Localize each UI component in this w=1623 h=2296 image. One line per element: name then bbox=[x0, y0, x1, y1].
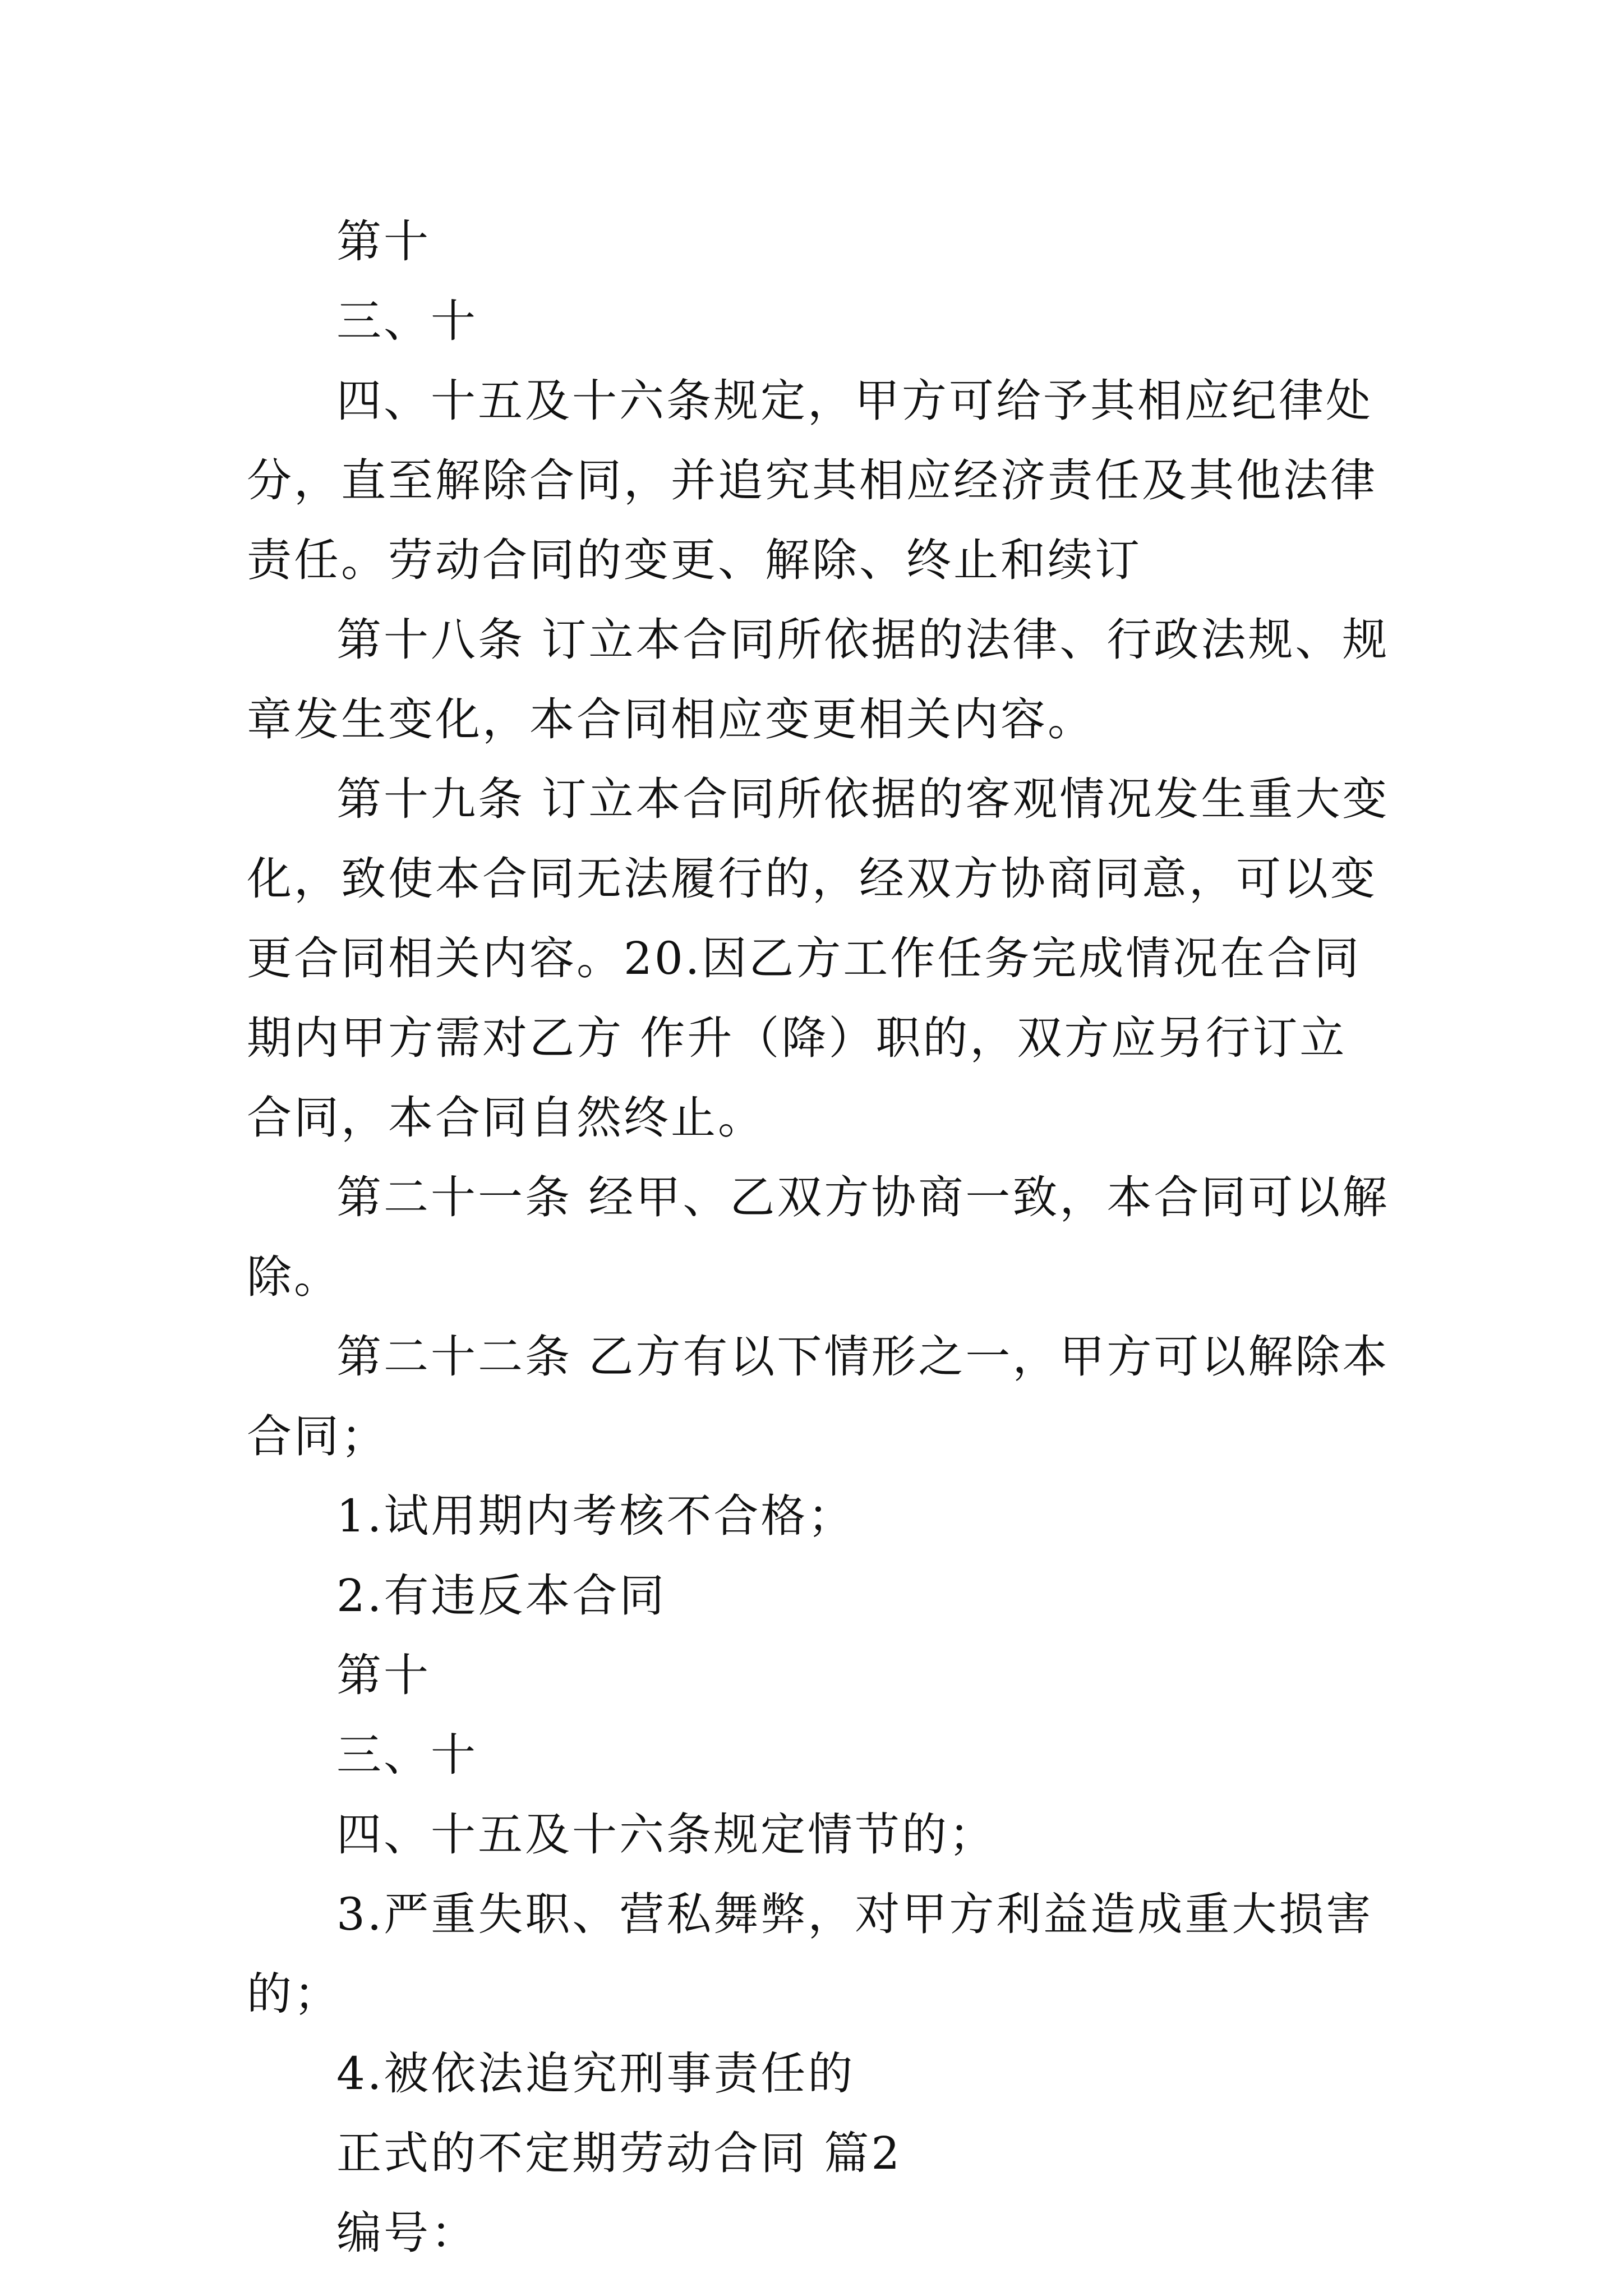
paragraph: 第二十一条 经甲、乙双方协商一致，本合同可以解除。 bbox=[247, 1171, 1390, 1303]
list-item: 1.试用期内考核不合格； bbox=[336, 1490, 855, 1542]
paragraph: 第十八条 订立本合同所依据的法律、行政法规、规章发生变化，本合同相应变更相关内容。 bbox=[247, 614, 1390, 746]
list-item: 4.被依法追究刑事责任的 bbox=[336, 2047, 855, 2100]
list-item: 3.严重失职、营私舞弊，对甲方利益造成重大损害的； bbox=[247, 1888, 1373, 2020]
paragraph: 四、十五及十六条规定，甲方可给予其相应纪律处分，直至解除合同，并追究其相应经济责任及其他法律责任。劳动合同的变更、解除、终止和续订 bbox=[247, 375, 1377, 586]
paragraph: 第十九条 订立本合同所依据的客观情况发生重大变化，致使本合同无法履行的，经双方协商同意，可以变更合同相关内容。20.因乙方工作任务完成情况在合同期内甲方需对乙方 作升（降）职的，双方应另行订立合同，本合同自然终止。 bbox=[247, 773, 1390, 1144]
paragraph: 第十 bbox=[336, 1649, 431, 1701]
paragraph: 三、十 bbox=[336, 1729, 478, 1781]
paragraph: 三、十 bbox=[336, 295, 478, 347]
section-title: 正式的不定期劳动合同 篇2 bbox=[336, 2127, 902, 2179]
document-body bbox=[247, 202, 1391, 2273]
paragraph: 第二十二条 乙方有以下情形之一，甲方可以解除本合同； bbox=[247, 1331, 1390, 1462]
paragraph: 四、十五及十六条规定情节的； bbox=[336, 1809, 996, 1861]
paragraph: 第十 bbox=[336, 215, 431, 268]
list-item: 2.有违反本合同 bbox=[336, 1570, 667, 1622]
document-number-label: 编号： bbox=[336, 2207, 478, 2259]
